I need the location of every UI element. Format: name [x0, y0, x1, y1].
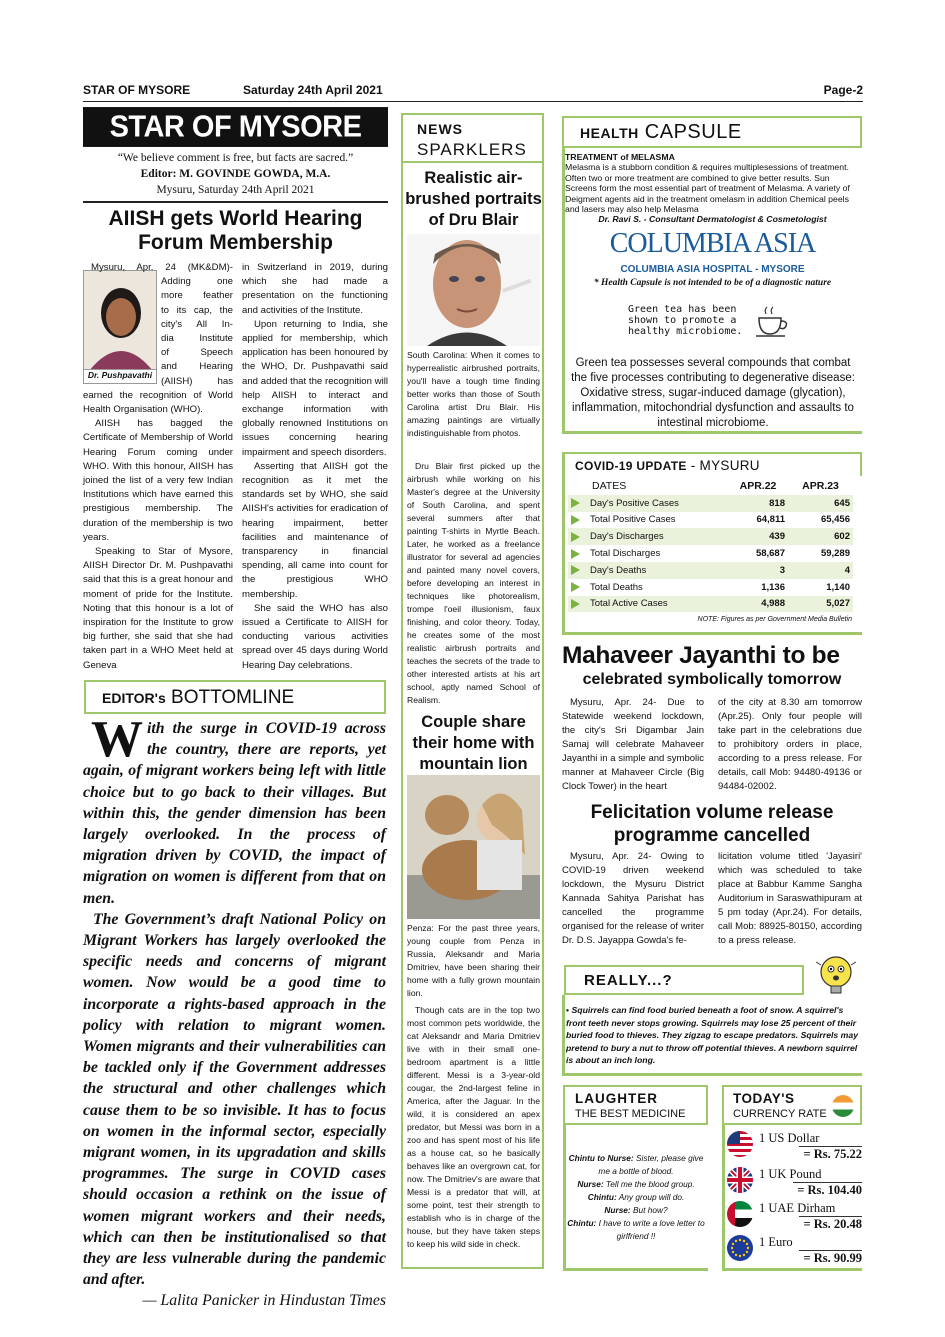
table-row: Day's Deaths 3 4 [568, 562, 853, 579]
currency-row-usd: 1 US Dollar = Rs. 75.22 [727, 1131, 862, 1165]
arrow-right-icon [571, 599, 580, 609]
editorial-text: With the surge in COVID-19 across the country, there are reports, yet again, of migrant workers being left with little choice but to go back to their villages. But within this, the gender dimension has been largely overlooked. In the process of migration driven by COVID, the impact of migration on women is different from that on men. The Government’s draft National Policy on Migrant Workers has largely overlooked the specific needs and concerns of migrant women. Now would be a good time to incorporate a rights-based approach in the policy with relation to migrant women. Women migrants and their vulnerabilities can be tackled only if the Government addresses the structural and other challenges which cause them to be so invisible. It has to focus on women in the informal sector, especially migrant women, in its upgradation and skills programmes. The surge in COVID cases should occasion a rethink on the issue of women migrant workers and their needs, which can then be institutionalised so that they are less vulnerable during the pandemic and after. — Lalita Panicker in Hindustan Times [83, 718, 386, 1312]
aiish-lead-line: and Hearing [161, 361, 233, 373]
lightbulb-icon [812, 952, 860, 998]
uae-flag-icon [727, 1201, 753, 1227]
green-tea-handnote: Green tea has been shown to promote a healthy microbiome. [628, 304, 743, 337]
dropcap: W [91, 711, 143, 768]
table-row: Total Discharges 58,687 59,289 [568, 545, 853, 562]
table-row: Total Positive Cases 64,811 65,456 [568, 512, 853, 529]
table-row: Total Deaths 1,136 1,140 [568, 579, 853, 596]
aiish-lead-line: Adding one [161, 276, 233, 288]
india-flag-icon [832, 1095, 854, 1117]
page-number: Page-2 [823, 83, 863, 97]
mountain-lion-caption: Penza: For the past three years, young couple from Penza in Russia, Aleksandr and Maria Dmitriev, have been sharing their home with a fully grown mountain lion. [407, 923, 540, 998]
dateline: Mysuru, Saturday 24th April 2021 [156, 184, 315, 196]
us-flag-icon [727, 1131, 753, 1157]
mountain-lion-body: Though cats are in the top two most common pets worldwide, the cat Aleksandr and Maria Dmitriev live with in their small one-bedroom apartment is a little different. Messi is a 3-year-old cougar, the 2nd-largest feline in America, after the Jaguar. In the wild, it is considered an apex predator, but Messi was born in a zoo and has spent most of his life as a house cat, so he basically behaves like an overgrown cat, for now. The Dmitriev's are aware that Messi is a predator that will, at some point, test their strength to establish who is in charge of the house, but they have taken steps to keep his wild side in check. [407, 1005, 540, 1249]
arrow-right-icon [571, 549, 580, 559]
currency-row-aed: 1 UAE Dirham = Rs. 20.48 [727, 1201, 862, 1235]
covid-note: NOTE: Figures as per Government Media Bulletin [697, 616, 852, 624]
mountain-lion-photo [407, 775, 540, 919]
doctor-credit: Dr. Ravi S. - Consultant Dermatologist & Cosmetologist [598, 214, 827, 225]
table-row: Day's Positive Cases 818 645 [568, 495, 853, 512]
table-row: Day's Discharges 439 602 [568, 528, 853, 545]
arrow-right-icon [571, 498, 580, 508]
green-tea-text: Green tea possesses several compounds that combat the five processes contributing to degenerative disease: Oxidative stress, sugar-induced damage (glycation), inflammation, mitochondrial dysfunction and assaults to intestinal microbiome. [571, 357, 855, 429]
health-capsule-label: HEALTH CAPSULE [562, 116, 862, 148]
health-capsule-text: TREATMENT of MELASMA Melasma is a stubborn condition & requires multiplesessions of treatment. Often two or more treatment are combined to give better results. Sun Screens form the most essential part of treatment of Melasma. A variety of Deigment agents aid in the treatment omelasm in addition Chemical peels and lasers may also help Melasma Dr. Ravi S. - Consultant Dermatologist & Cosmetologist [565, 152, 860, 225]
paper-name: STAR OF MYSORE [83, 83, 191, 97]
arrow-right-icon [571, 532, 580, 542]
laughter-joke: Chintu to Nurse: Sister, please give me a bottle of blood. Nurse: Tell me the blood group. Chintu: Any group will do. Nurse: But how? Chintu: I have to write a love letter to girlfriend !! [567, 1153, 705, 1241]
aiish-column-1: Mysuru, Apr. 24 (MK&DM)- Adding one more feather to its cap, the city's All In- dia Institute of Speech and Hearing (AIISH) has earned the recognition of World Health Organisation (WHO). AIISH has bagged the Certificate of Membership of World Hearing Forum coming under WHO. With this honour, AIISH has joined the list of a very few Indian Institutions which have earned this prestigious membership. The duration of the membership is two years. Speaking to Star of Mysore, AIISH Director Dr. M. Pushpavathi said that this is a great honour and moment of pride for the Institute. Noting that this honour is a lot of inspiration for the Institute to grow big further, she said that she had taken part in a WHO Meet held at Geneva [83, 262, 233, 671]
aiish-lead-line: dia Institute [161, 333, 233, 345]
mahaveer-subhead: celebrated symbolically tomorrow [582, 671, 842, 688]
aiish-lead-line: more feather [161, 290, 233, 302]
mountain-lion-headline: Couple share their home with mountain lion [412, 713, 535, 773]
masthead-title: STAR OF MYSORE [83, 107, 388, 147]
dru-blair-caption: South Carolina: When it comes to hyperrealistic airbrushed portraits, you'll have a tough time finding better works than those of South Carolina artist Dru Blair. His amazing paintings are virtually indistinguishable from photos. [407, 350, 540, 438]
covid-table: DATES APR.22 APR.23 Day's Positive Cases 818 645 Total Positive Cases 64,811 65,456 Day's Discharges 439 602 Total Discharges 58,687 59,289 Day's Deaths 3 4 Total Deaths 1,136 1,140 Total Active Cases 4,988 5,027 NOTE: Figures as per Government Media Bulletin [568, 478, 858, 628]
editors-bottomline-label: EDITOR's BOTTOMLINE [84, 680, 386, 714]
aiish-column-2: in Switzerland in 2019, during which she had made a presentation on the functioning and activities of the Institute. Upon returning to India, she applied for membership, which application has been honoured by the WHO, Dr. Pushpavathi said and added that the recognition will help AIISH to interact and exchange information with globally renowned Institutions on issues concerning hearing impairment and speech disorders. Asserting that AIISH got the recognition as it met the standards set by WHO, she said AIISH's activities for eradication of hearing impairment, better facilities and maintenance of transparency in financial spending, all came into count for the prestigious WHO membership. She said the WHO has also issued a Certificate to AIISH for conducting various activities spread over 45 days during World Hearing Day celebrations. [242, 262, 388, 671]
really-text: • Squirrels can find food buried beneath a foot of snow. A squirrel's front teeth never stops growing. Squirrels may lose 25 percent of their buried food to thieves. They zigzag to escape predators. Squirrels may pretend to bury a nut to throw off potential thieves. A newborn squirrel is about an inch long. [566, 1005, 859, 1065]
arrow-right-icon [571, 582, 580, 592]
teacup-icon [755, 304, 791, 340]
mahaveer-headline: Mahaveer Jayanthi to be [562, 642, 840, 669]
editorial-credit: — Lalita Panicker in Hindustan Times [142, 1292, 386, 1310]
eu-flag-icon [727, 1235, 753, 1261]
motto: “We believe comment is free, but facts are sacred.” [117, 152, 354, 164]
aiish-lead-line: of Speech [161, 347, 233, 359]
felicitation-headline: Felicitation volume release programme cancelled [590, 802, 834, 846]
dru-blair-body: Dru Blair first picked up the airbrush while working on his Master's degree at the University of South Carolina, and spent several summers after that painting T-shirts in Myrtle Beach. Later, he worked as a freelance illustrator for several ad agencies and painted many novel covers, before developing an interest in techniques like photorealism, trompe l'oeil illusionism, faux finishing, and color theory. Today, he creates some of the most realistic airbrush portraits and teaches the secrets of the trade to other interested artists at his art school, aptly named School of Realism. [407, 461, 540, 705]
aiish-lead-line: Mysuru, Apr. 24 (MK&DM)- [91, 262, 233, 273]
dru-blair-headline: Realistic air-brushed portraits of Dru Blair [405, 169, 542, 229]
really-label: REALLY...? [564, 965, 804, 995]
mahaveer-col-1: Mysuru, Apr. 24- Due to Statewide weekend lockdown, the city's Sri Digambar Jain Samaj will celebrate Mahaveer Jayanthi in a simple and symbolic manner at Mahaveer Circle (Big Clock Tower) in the heart [562, 697, 704, 792]
table-row: Total Active Cases 4,988 5,027 [568, 596, 853, 613]
felicitation-col-1: Mysuru, Apr. 24- Owing to COVID-19 driven weekend lockdown, the Mysuru District Kannada Sahitya Parishat has cancelled the programme organised for the release of writer Dr. D.S. Jayappa Gowda's fe- [562, 851, 704, 946]
dru-blair-photo [407, 234, 540, 346]
divider [83, 201, 388, 203]
page-header-bar [83, 80, 863, 102]
columbia-asia-logo: COLUMBIA ASIA [609, 228, 816, 259]
covid-update-label: COVID-19 UPDATE - MYSURU [562, 452, 862, 476]
hospital-name: COLUMBIA ASIA HOSPITAL - MYSORE [620, 264, 805, 275]
health-disclaimer: * Health Capsule is not intended to be of a diagnostic nature [593, 278, 832, 288]
felicitation-col-2: licitation volume titled 'Jayasiri' which was scheduled to take place at Babbur Kamme Sangha Auditorium in Saraswathipuram at 5 pm today (Apr.24). For details, call Mob: 88925-80150, according to a press release. [718, 851, 862, 946]
aiish-lead-line: to its cap, the [161, 304, 233, 316]
currency-row-eur: 1 Euro = Rs. 90.99 [727, 1235, 862, 1269]
mahaveer-col-2: of the city at 8.30 am tomorrow (Apr.25). Only four people will take part in the celebrations due to prohibitory orders in place, according to a press release. For details, call Mob: 94480-49136 or 94484-02002. [718, 697, 862, 792]
arrow-right-icon [571, 515, 580, 525]
uk-flag-icon [727, 1167, 753, 1193]
currency-row-gbp: 1 UK Pound = Rs. 104.40 [727, 1167, 862, 1201]
laughter-label: LAUGHTER THE BEST MEDICINE [563, 1085, 708, 1125]
aiish-lead-line: city's All In- [161, 318, 233, 330]
aiish-headline: AIISH gets World Hearing Forum Membership [108, 207, 363, 254]
photo-caption: Dr. Pushpavathi [84, 369, 156, 383]
news-sparklers-label: NEWS SPARKLERS [401, 113, 544, 163]
issue-date: Saturday 24th April 2021 [243, 83, 383, 97]
aiish-lead-line: (AIISH) has [161, 375, 233, 387]
editor-line: Editor: M. GOVINDE GOWDA, M.A. [140, 168, 331, 180]
arrow-right-icon [571, 565, 580, 575]
masthead-info [83, 150, 388, 198]
currency-label: TODAY'S CURRENCY RATE [722, 1085, 862, 1125]
